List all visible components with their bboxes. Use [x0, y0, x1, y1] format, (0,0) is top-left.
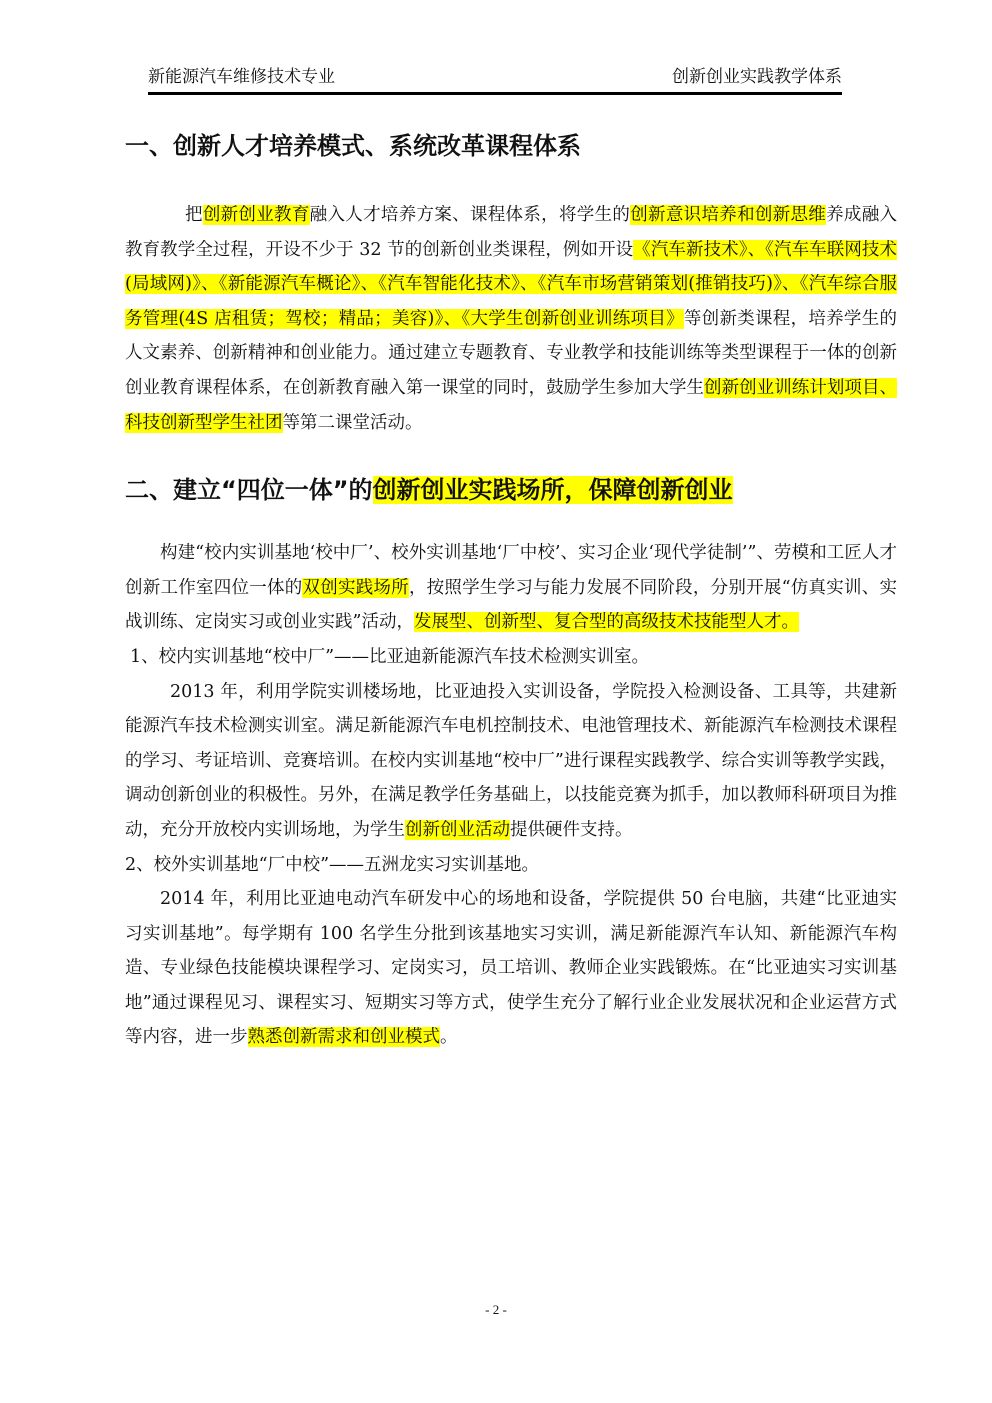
body-text: ，按照学生学习与能力发展不同阶段，分别开展“仿真实训、实战训练、定岗实习或创业实践”活动，: [125, 577, 898, 633]
section2-paragraph-1: [125, 536, 897, 640]
section1-heading: 一、创新人才培养模式、系统改革课程体系: [125, 132, 581, 160]
body-text: 养成融入教育教学全过程，开设不少于 32 节的创新创业类课程，例如开设: [125, 205, 898, 260]
highlighted-text: 创新创业训练计划项目、科技创新型学生社团: [125, 377, 898, 433]
page-number: - 2 -: [485, 1302, 507, 1317]
section2-heading: [125, 468, 897, 512]
body-text: 等第二课堂活动。: [282, 412, 423, 433]
page-header: [148, 62, 842, 95]
header-right-text: 创新创业实践教学体系: [672, 67, 842, 87]
body-text: 构建“校内实训基地‘校中厂’、校外实训基地‘厂中校’、实习企业‘现代学徒制’”、劳模和工匠人才创新工作室四位一体的: [125, 543, 897, 598]
body-text: 。: [440, 1027, 458, 1048]
highlighted-text: 《汽车新技术》、《汽车车联网技术(局域网)》、《新能源汽车概论》、《汽车智能化技术》、《汽车市场营销策划(推销技巧)》、《汽车综合服务管理(4S 店租赁；驾校；精品；美容)》、《大学生创新创业训练项目》: [125, 239, 897, 329]
section2-item1-title: 1、校内实训基地“校中厂”——比亚迪新能源汽车技术检测实训室。: [130, 646, 650, 667]
body-text: 2013 年，利用学院实训楼场地，比亚迪投入实训设备，学院投入检测设备、工具等，共建新能源汽车技术检测实训室。满足新能源汽车电机控制技术、电池管理技术、新能源汽车检测技术课程的学习、考证培训、竞赛培训。在校内实训基地“校中厂”进行课程实践教学、综合实训等教学实践，调动创新创业的积极性。另外，在满足教学任务基础上，以技能竞赛为抓手，加以教师科研项目为推动，充分开放校内实训场地，为学生: [125, 681, 897, 840]
body-text: 把: [185, 205, 203, 225]
highlighted-text: 发展型、创新型、复合型的高级技术技能型人才。: [413, 612, 799, 633]
section2-paragraph-3: [125, 882, 897, 1055]
highlighted-text: 双创实践场所: [302, 577, 409, 598]
body-text: 2014 年，利用比亚迪电动汽车研发中心的场地和设备，学院提供 50 台电脑，共建“比亚迪实习实训基地”。每学期有 100 名学生分批到该基地实习实训，满足新能源汽车认知、新能源汽车构造、专业绿色技能模块课程学习、定岗实习，员工培训、教师企业实践锻炼。在“比亚迪实习实训基地”通过课程见习、课程实习、短期实习等方式，使学生充分了解行业企业发展状况和企业运营方式等内容，进一步: [125, 889, 897, 1048]
section2-heading-highlight: 创新创业实践场所，保障创新创业: [372, 476, 733, 505]
highlighted-text: 创新意识培养和创新思维: [630, 205, 827, 225]
body-text: 等创新类课程，培养学生的人文素养、创新精神和创业能力。通过建立专题教育、专业教学和技能训练等类型课程于一体的创新创业教育课程体系，在创新教育融入第一课堂的同时，鼓励学生参加大学生: [125, 308, 897, 398]
highlighted-text: 熟悉创新需求和创业模式: [247, 1027, 440, 1048]
section2-paragraph-2: [125, 675, 897, 848]
section2-heading-text: 二、建立“四位一体”的: [125, 476, 373, 505]
body-text: 提供硬件支持。: [510, 819, 633, 840]
header-left-text: 新能源汽车维修技术专业: [148, 67, 335, 87]
document-body: [125, 122, 897, 1055]
section1-paragraph: [125, 198, 897, 440]
body-text: 融入人才培养方案、课程体系，将学生的: [309, 205, 631, 225]
highlighted-text: 创新创业教育: [202, 205, 310, 225]
highlighted-text: 创新创业活动: [405, 819, 510, 840]
section2-item2-title: 2、校外实训基地“厂中校”——五洲龙实习实训基地。: [125, 854, 540, 875]
